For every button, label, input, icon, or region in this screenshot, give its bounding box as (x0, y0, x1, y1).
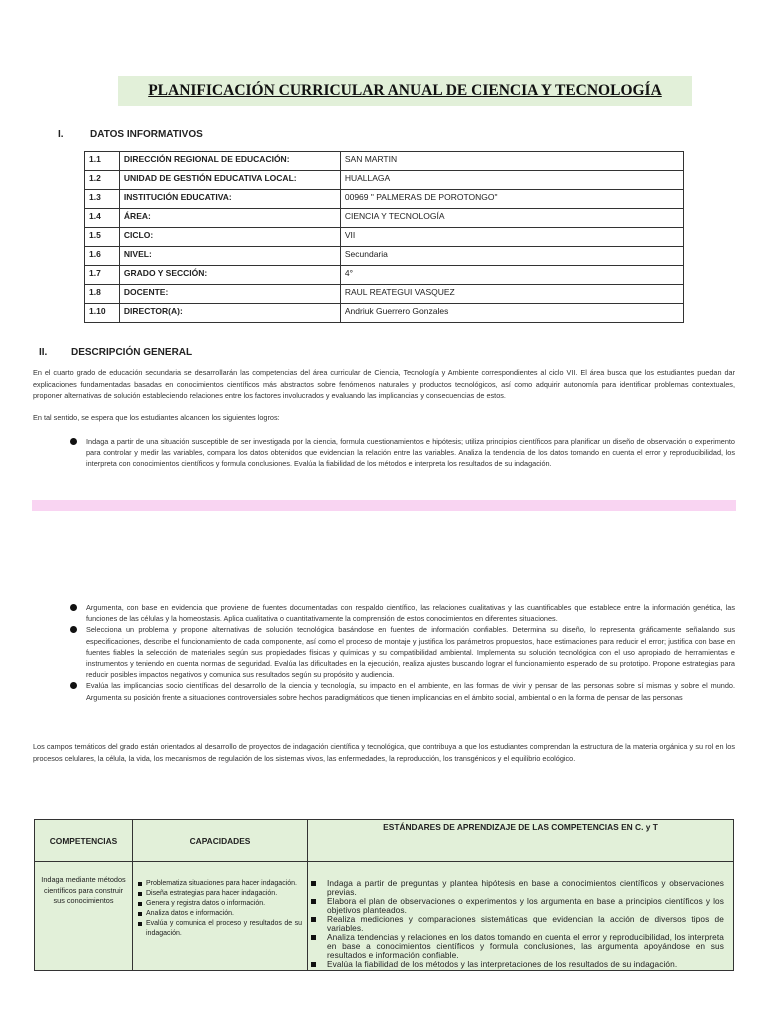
capacidad-item-text: Analiza datos e información. (146, 910, 234, 917)
info-value: HUALLAGA (340, 171, 683, 190)
info-value: VII (340, 228, 683, 247)
estandares-cell (308, 862, 734, 971)
info-number: 1.10 (85, 304, 120, 323)
title-banner (118, 76, 692, 106)
info-value: 4° (340, 266, 683, 285)
capacidad-item (138, 919, 302, 939)
estandar-item (311, 915, 724, 933)
capacidad-item (138, 879, 302, 889)
logro-item-text: Indaga a partir de una situación susceptible de ser investigada por la ciencia, formula cuestionamientos e hipótesis; utiliza principios científicos para planificar un diseño de observación o experimento para controlar y medir las variables, compara los datos obtenidos que evidencian la relación entre las variables. Analiza la tendencia de los datos tomando en cuenta el error y reproducibilidad, los interpreta con conocimientos científicos y formula conclusiones. Evalúa la fiabilidad de los métodos e interpreta los resultados de su indagación. (86, 437, 735, 469)
logro-item-text: Evalúa las implicancias socio científicas del desarrollo de la ciencia y tecnología, su impacto en el ambiente, en las formas de vivir y pensar de las personas sobre sí mismas y sobre el mundo. Argumenta su posición frente a situaciones controversiales sobre hechos paradigmáticos que tienen implicancias en el ámbito social, ambiental o en la forma de pensar de las personas (86, 681, 735, 702)
estandar-item-text: Analiza tendencias y relaciones en los datos tomando en cuenta el error y reproducibilidad, los interpreta en base a conocimientos científicos y formula conclusiones, las argumenta apoyándose en sus resultados e información confiable. (327, 932, 724, 960)
info-label: INSTITUCIÓN EDUCATIVA: (119, 190, 340, 209)
info-row (85, 285, 684, 304)
capacidad-item (138, 899, 302, 909)
info-value: CIENCIA Y TECNOLOGÍA (340, 209, 683, 228)
info-row (85, 190, 684, 209)
info-number: 1.3 (85, 190, 120, 209)
logro-item (70, 624, 735, 680)
estandar-item (311, 879, 724, 897)
capacidad-item-text: Diseña estrategias para hacer indagación. (146, 890, 278, 897)
description-intro: En tal sentido, se espera que los estudiantes alcancen los siguientes logros: (33, 413, 280, 422)
section-number: I. (58, 129, 64, 140)
section-heading-descripcion (39, 347, 192, 358)
section-title: DESCRIPCIÓN GENERAL (71, 347, 193, 358)
bullet-square-icon (311, 881, 316, 886)
bullet-dot-icon (70, 682, 77, 689)
info-number: 1.2 (85, 171, 120, 190)
capacidad-item-text: Evalúa y comunica el proceso y resultados de su indagación. (146, 920, 302, 937)
bullet-square-icon (138, 882, 142, 886)
info-number: 1.6 (85, 247, 120, 266)
logros-list-1 (70, 436, 735, 470)
info-number: 1.4 (85, 209, 120, 228)
bullet-square-icon (138, 892, 142, 896)
logro-item (70, 602, 735, 624)
logro-item (70, 680, 735, 702)
info-number: 1.8 (85, 285, 120, 304)
estandar-item-text: Evalúa la fiabilidad de los métodos y las interpretaciones de los resultados de su indagación. (327, 959, 678, 969)
estandar-item (311, 897, 724, 915)
estandar-item-text: Indaga a partir de preguntas y plantea hipótesis en base a conocimientos científicos y observaciones previas. (327, 878, 724, 897)
section-title: DATOS INFORMATIVOS (90, 129, 203, 140)
logros-list-2 (70, 602, 735, 703)
logro-item-text: Selecciona un problema y propone alternativas de solución tecnológica basándose en fuentes de información confiables. Determina su diseño, lo representa gráficamente señalando sus especificaciones, describe el funcionamiento de cada componente, así como el proceso de montaje y justifica los parámetros propuestos, hace estimaciones para reducir el error; justifica con base en fuentes fiables la selección de materiales según sus propiedades físicas y químicas y su compatibilidad ambiental. Implementa su solución tecnológica con el uso apropiado de herramientas e instrumentos y teniendo en cuenta normas de seguridad. Evalúa las dificultades en la ejecución, realiza ajustes buscando lograr el funcionamiento esperado de su prototipo. Propone estrategias para reducir posibles impactos negativos y comunica sus resultados según su propósito y audiencia. (86, 625, 735, 680)
bullet-dot-icon (70, 626, 77, 633)
capacidades-cell (133, 862, 308, 971)
info-label: DIRECTOR(A): (119, 304, 340, 323)
page-title: PLANIFICACIÓN CURRICULAR ANUAL DE CIENCIA Y TECNOLOGÍA (148, 82, 662, 99)
info-value: Secundaria (340, 247, 683, 266)
info-label: GRADO Y SECCIÓN: (119, 266, 340, 285)
section-heading-datos (58, 129, 203, 140)
logro-item (70, 436, 735, 470)
info-row (85, 152, 684, 171)
capacidad-item-text: Genera y registra datos o información. (146, 900, 266, 907)
info-label: DOCENTE: (119, 285, 340, 304)
info-value: RAUL REATEGUI VASQUEZ (340, 285, 683, 304)
bullet-square-icon (311, 935, 316, 940)
logro-item-text: Argumenta, con base en evidencia que proviene de fuentes documentadas con respaldo científico, las relaciones cualitativas y las cuantificables que establece entre la información genética, las funciones de las células y la homeostasis. Aplica cualitativa o cuantitativamente la comprensión de estos conocimientos en diferentes situaciones. (86, 603, 735, 624)
estandares-list (309, 863, 732, 969)
campos-paragraph: Los campos temáticos del grado están orientados al desarrollo de proyectos de indagación científica y tecnológica, que contribuya a que los estudiantes comprendan la estructura de la materia orgánica y su rol en los procesos celulares, la célula, la vida, los mecanismos de regulación de los sistemas vivos, las enfermedades, la reproducción, los transgénicos y el equilibrio ecológico. (33, 742, 735, 763)
header-capacidades: CAPACIDADES (133, 820, 308, 862)
estandar-item (311, 933, 724, 960)
header-estandares: ESTÁNDARES DE APRENDIZAJE DE LAS COMPETENCIAS EN C. y T (308, 820, 734, 862)
estandar-item (311, 960, 724, 969)
bullet-square-icon (138, 912, 142, 916)
info-row (85, 266, 684, 285)
info-row (85, 304, 684, 323)
competencia-cell (35, 862, 133, 971)
highlight-band (32, 500, 736, 511)
table-header-row (35, 820, 734, 862)
bullet-dot-icon (70, 604, 77, 611)
info-row (85, 209, 684, 228)
estandar-item-text: Realiza mediciones y comparaciones sistemáticas que evidencian la acción de diversos tipos de variables. (327, 914, 724, 933)
info-label: UNIDAD DE GESTIÓN EDUCATIVA LOCAL: (119, 171, 340, 190)
competencia-name: Indaga mediante métodos científicos para construir sus conocimientos (41, 875, 126, 905)
bullet-square-icon (138, 902, 142, 906)
info-value: Andriuk Guerrero Gonzales (340, 304, 683, 323)
header-competencias: COMPETENCIAS (35, 820, 133, 862)
description-paragraph: En el cuarto grado de educación secundaria se desarrollarán las competencias del área curricular de Ciencia, Tecnología y Ambiente correspondientes al ciclo VII. El área busca que los estudiantes puedan dar explicaciones fundamentadas basadas en conocimientos científicos más abstractos sobre fenómenos naturales y productos tecnológicos, así como adquirir autonomía para identificar problemas contextuales, proponer alternativas de solución estableciendo relaciones entre los factores involucrados y evaluando las implicancias y consecuencias de estos. (33, 368, 735, 401)
bullet-square-icon (311, 917, 316, 922)
estandar-item-text: Elabora el plan de observaciones o experimentos y los argumenta en base a principios científicos y los objetivos planteados. (327, 896, 724, 915)
bullet-square-icon (311, 962, 316, 967)
bullet-square-icon (311, 899, 316, 904)
info-label: NIVEL: (119, 247, 340, 266)
bullet-dot-icon (70, 438, 77, 445)
info-row (85, 171, 684, 190)
info-row (85, 228, 684, 247)
bullet-square-icon (138, 922, 142, 926)
info-value: SAN MARTIN (340, 152, 683, 171)
info-table (84, 151, 684, 323)
info-number: 1.5 (85, 228, 120, 247)
table-row (35, 862, 734, 971)
section-number: II. (39, 347, 48, 358)
info-value: 00969 " PALMERAS DE POROTONGO" (340, 190, 683, 209)
info-label: ÁREA: (119, 209, 340, 228)
capacidades-list (134, 863, 306, 939)
info-number: 1.1 (85, 152, 120, 171)
capacidad-item-text: Problematiza situaciones para hacer indagación. (146, 880, 297, 887)
capacidad-item (138, 909, 302, 919)
info-number: 1.7 (85, 266, 120, 285)
info-row (85, 247, 684, 266)
info-label: DIRECCIÓN REGIONAL DE EDUCACIÓN: (119, 152, 340, 171)
info-label: CICLO: (119, 228, 340, 247)
capacidad-item (138, 889, 302, 899)
competencias-table (34, 819, 734, 971)
